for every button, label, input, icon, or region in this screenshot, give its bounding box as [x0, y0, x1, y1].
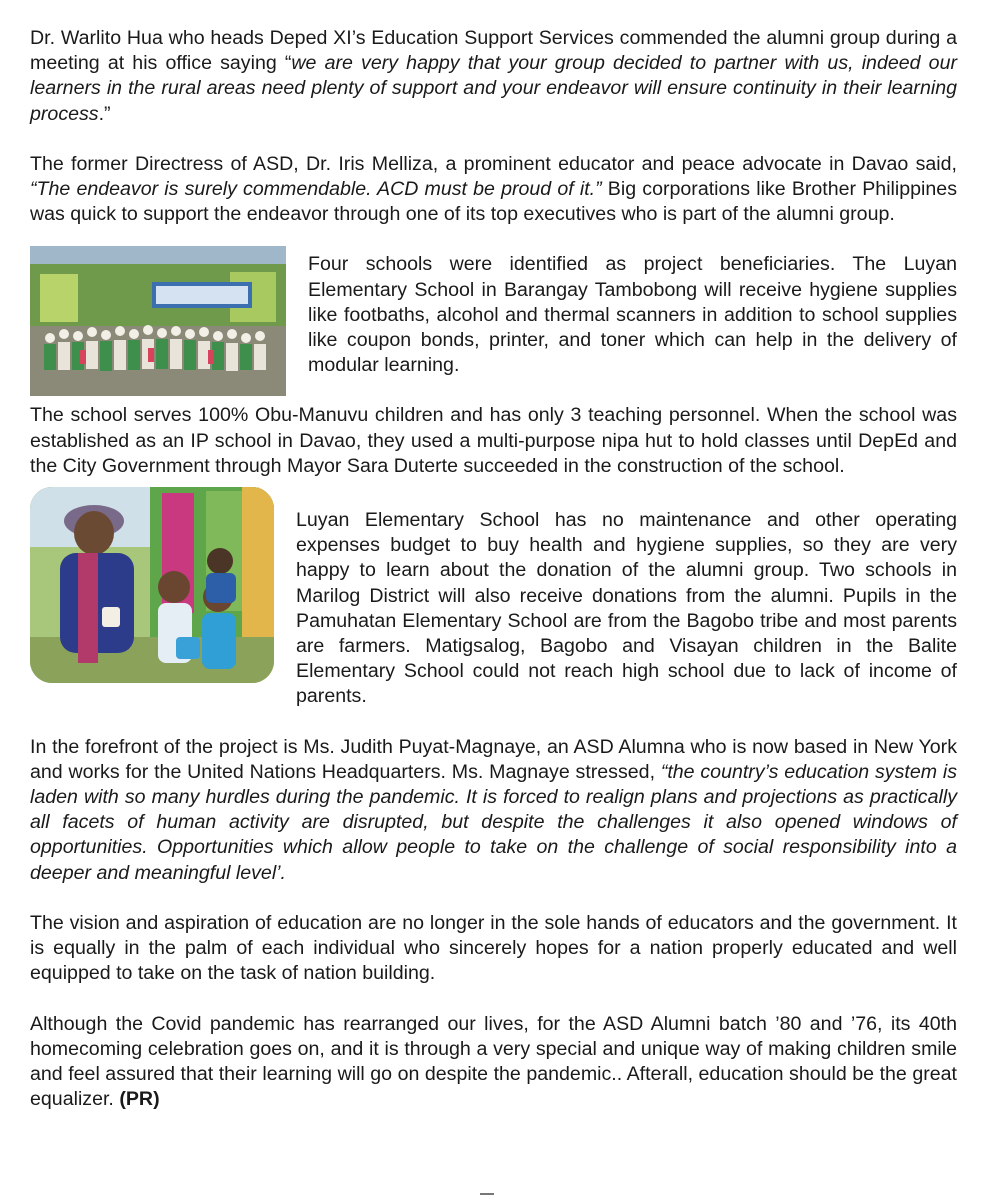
- paragraph-hua-quote: Dr. Warlito Hua who heads Deped XI’s Education Support Services commended the alumni group during a meeting at his office saying “we are very happy that your group decided to partner with us, indeed our learners in the rural areas need plenty of support and your endeavor will ensure continuity in their learning process.”: [30, 27, 957, 125]
- school-group-photo: [30, 246, 286, 396]
- paragraph-luyan-budget: Luyan Elementary School has no maintenance and other operating expenses budget to buy health and hygiene supplies, so they are very happy to learn about the donation of the alumni group. Two schools in Marilog District will also receive donations from the alumni. Pupils in the Pamuhatan Elementary School are from the Bagobo tribe and most parents are farmers. Matigsalog, Bagobo and Visayan children in the Balite Elementary School could not reach high school due to lack of income of parents.: [296, 509, 957, 708]
- paragraph-melliza-quote: The former Directress of ASD, Dr. Iris Melliza, a prominent educator and peace advocate in Davao said, “The endeavor is surely commendable. ACD must be proud of it.” Big corporations like Brother Philippines was quick to support the endeavor through one of its top executives who is part of the alumni group.: [30, 152, 957, 226]
- paragraph-school-background: The school serves 100% Obu-Manuvu children and has only 3 teaching personnel. When the school was established as an IP school in Davao, they used a multi-purpose nipa hut to hold classes until DepEd and the City Government through Mayor Sara Duterte succeeded in the construction of the school.: [30, 404, 957, 477]
- paragraph-closing: Although the Covid pandemic has rearranged our lives, for the ASD Alumni batch ’80 and ’76, its 40th homecoming celebration goes on, and it is through a very special and unique way of making children smile and feel assured that their learning will go on despite the pandemic.. Afterall, education should be the great equalizer. (PR): [30, 1012, 957, 1111]
- page-edge-mark: [480, 1193, 494, 1199]
- article-body: [30, 26, 957, 1112]
- paragraph-vision: The vision and aspiration of education are no longer in the sole hands of educators and the government. It is equally in the palm of each individual who sincerely hopes for a nation properly educated and well equipped to take on the task of nation building.: [30, 911, 957, 985]
- elder-with-children-photo: [30, 487, 274, 683]
- pr-credit: (PR): [119, 1088, 160, 1111]
- paragraph-magnaye-quote: In the forefront of the project is Ms. Judith Puyat-Magnaye, an ASD Alumna who is now based in New York and works for the United Nations Headquarters. Ms. Magnaye stressed, “the country’s education system is laden with so many hurdles during the pandemic. It is forced to realign plans and projections as practically all facets of human activity are disrupted, but despite the challenges it also opened windows of opportunities. Opportunities which allow people to take on the challenge of social responsibility into a deeper and meaningful level’.: [30, 735, 957, 884]
- paragraph-beneficiaries: Four schools were identified as project beneficiaries. The Luyan Elementary School in Barangay Tambobong will receive hygiene supplies like footbaths, alcohol and thermal scanners in addition to school supplies like coupon bonds, printer, and toner which can help in the delivery of modular learning.: [308, 253, 957, 377]
